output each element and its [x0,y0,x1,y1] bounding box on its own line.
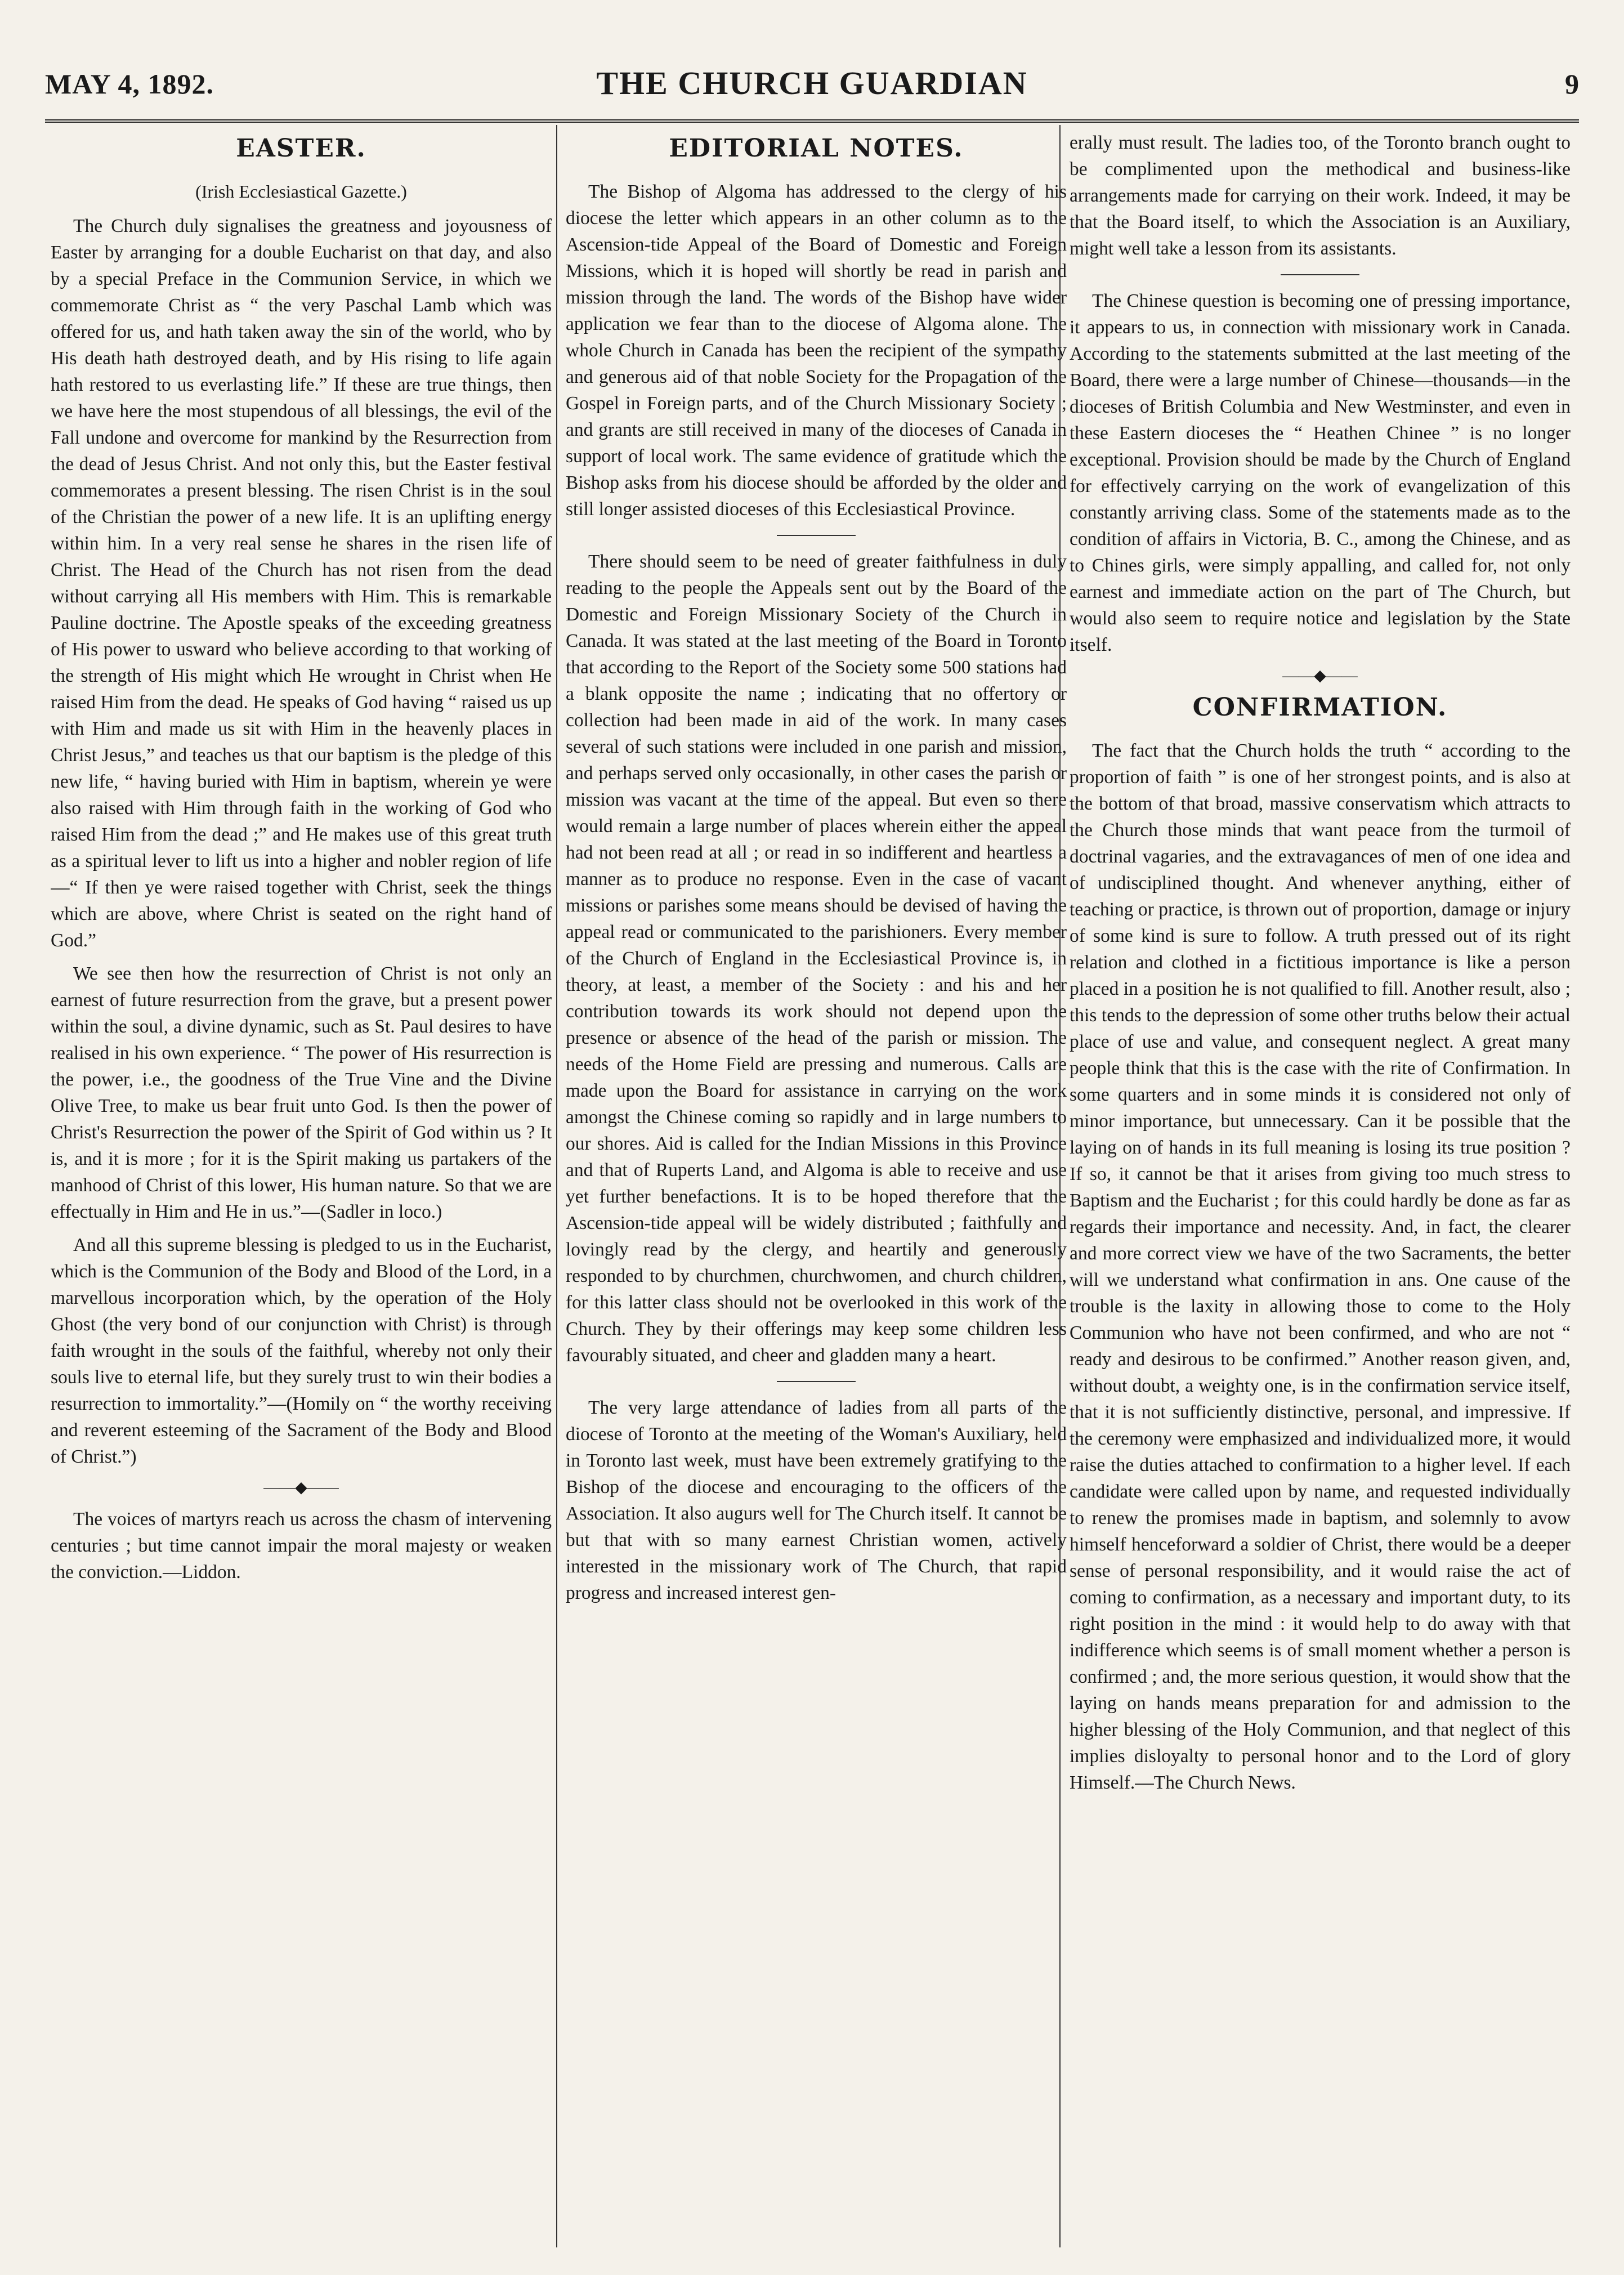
column-three [1070,129,1571,2246]
section-divider [1281,274,1359,275]
article-source: (Irish Ecclesiastical Gazette.) [195,181,407,202]
paragraph: We see then how the resurrection of Christ is not only an earnest of future resurrection from the grave, but a present power within the soul, a divine dynamic, such as St. Paul desires to have realised in his own experience. “ The power of His resurrection is the power, i.e., the goodness of the True Vine and the Divine Olive Tree, to make us bear fruit unto God. Is then the power of Christ's Resurrection the power of the Spirit of God within us ? It is, and it is more ; for it is the Spirit making us partakers of the manhood of Christ of this lower, His human nature. So that we are effectually in Him and He in us.”—(Sadler in loco.) [51,963,552,1222]
column-editorial [566,129,1067,2246]
article-title-easter: EASTER. [236,134,366,163]
newspaper-title: THE CHURCH GUARDIAN [596,65,1028,101]
issue-date: MAY 4, 1892. [45,68,214,100]
section-divider [777,535,856,536]
paragraph: And all this supreme blessing is pledged to us in the Eucharist, which is the Communion of the Body and Blood of the Lord, in a marvellous incorporation which, by the operation of the Holy Ghost (the very bond of our conjunction with Christ) is through faith wrought in the souls of the faithful, whereby not only their souls live to eternal life, but they surely trust to win their bodies a resurrection to immortality.”—(Homily on “ the worthy receiving and reverent esteeming of the Sacrament of the Body and Blood of Christ.”) [51,1235,552,1467]
page-number: 9 [1565,68,1579,100]
ornament-divider: ——◆—— [263,1479,339,1496]
article-title-confirmation: CONFIRMATION. [1192,693,1448,722]
paragraph: The fact that the Church holds the truth “ according to the proportion of faith ” is one of her strongest points, and is also at the bottom of that broad, massive conservatism which attracts to the Church those minds that want peace from the turmoil of doctrinal vagaries, and the extravagances of men of one idea and of undisciplined thought. And whenever anything, either of teaching or practice, is thrown out of proportion, damage or injury of some kind is sure to follow. A truth pressed out of its right relation and clothed in a fictitious importance is like a person placed in a position he is not qualified to fill. Another result, also ; this tends to the depression of some other truths below their actual place of use and value, and consequent neglect. A great many people think that this is the case with the rite of Confirmation. In some quarters and in some minds it is considered not only of minor importance, but unnecessary. Can it be possible that the laying on of hands in its full meaning is losing its true position ? If so, it cannot be that it arises from giving too much stress to Baptism and the Eucharist ; for this could hardly be done as far as regards their importance and necessity. And, in fact, the clearer and more correct view we have of the two Sacraments, the better will we understand what confirmation in ans. One cause of the trouble is the laxity in allowing those to come to the Holy Communion who have not been confirmed, and who are not “ ready and desirous to be confirmed.” Another reason given, and, without doubt, a weighty one, is in the confirmation service itself, that it is not sufficiently distinctive, personal, and impressive. If the ceremony were emphasized and individualized more, it would raise the duties attached to confirmation to a higher level. If each candidate were called upon by name, and requested individually to renew the promises made in baptism, and solemnly to avow himself henceforward a soldier of Christ, there would be a deeper sense of personal responsibility, and it would raise the act of coming to confirmation, as a necessary and important duty, to its right position in the mind : it would help to do away with that indifference which seems is of small moment whether a person is confirmed ; and, the more serious question, it would show that the laying on hands means preparation for and admission to the higher blessing of the Holy Communion, and that neglect of this implies disloyalty to personal honor and to the Lord of glory Himself.—The Church News. [1070,740,1571,1793]
paragraph: The voices of martyrs reach us across the chasm of intervening centuries ; but time cannot impair the moral majesty or weaken the conviction.—Liddon. [51,1509,552,1583]
paragraph: There should seem to be need of greater faithfulness in duly reading to the people the Appeals sent out by the Board of the Domestic and Foreign Missionary Society of the Church in Canada. It was stated at the last meeting of the Board in Toronto that according to the Report of the Society some 500 stations had a blank opposite the name ; indicating that no offertory or collection had been made in aid of the work. In many cases several of such stations were included in one parish and mission, and perhaps served only occasionally, in other cases the parish or mission was vacant at the time of the appeal. But even so there would remain a large number of places wherein either the appeal had not been read at all ; or read in so indifferent and heartless a manner as to produce no response. Even in the case of vacant missions or parishes some means should be devised of having the appeal read or communicated to the parishioners. Every member of the Church of England in the Ecclesiastical Province is, in theory, at least, a member of the Society : and his and her contribution towards its work should not depend upon the presence or absence of the head of the parish or mission. The needs of the Home Field are pressing and numerous. Calls are made upon the Board for assistance in carrying on the work amongst the Chinese coming so rapidly and in large numbers to our shores. Aid is called for the Indian Missions in this Province and that of Ruperts Land, and Algoma is able to receive and use yet further benefactions. It is to be hoped therefore that the Ascension-tide appeal will be widely distributed ; faithfully and lovingly read by the clergy, and heartily and generously responded to by churchmen, churchwomen, and church children, for this latter class should not be overlooked in this work of the Church. They by their offerings may keep some children less favourably situated, and cheer and gladden many a heart. [566,551,1067,1366]
column-easter [51,129,552,2246]
section-divider [777,1381,856,1382]
paragraph: The very large attendance of ladies from all parts of the diocese of Toronto at the meeting of the Woman's Auxiliary, held in Toronto last week, must have been extremely gratifying to the Bishop of the diocese and encouraging to the officers of the Association. It also augurs well for The Church itself. It cannot be but that with so many earnest Christian women, actively interested in the missionary work of The Church, that rapid progress and increased interest gen- [566,1397,1067,1603]
paragraph: The Church duly signalises the greatness and joyousness of Easter by arranging for a double Eucharist on that day, and also by a special Preface in the Communion Service, in which we commemorate Christ as “ the very Paschal Lamb which was offered for us, and hath taken away the sin of the world, who by His death hath destroyed death, and by His rising to life again hath restored to us everlasting life.” If these are true things, then we have here the most stupendous of all blessings, the evil of the Fall undone and overcome for mankind by the Resurrection from the dead of Jesus Christ. And not only this, but the Easter festival commemorates a present blessing. The risen Christ is in the soul of the Christian the power of a new life. It is an uplifting energy within him. In a very real sense he shares in the risen life of Christ. The Head of the Church has not risen from the dead without carrying all His members with Him. This is remarkable Pauline doctrine. The Apostle speaks of the exceeding greatness of His power to usward who believe according to that working of the strength of His might which He wrought in Christ when He raised Him from the dead. He speaks of God having “ raised us up with Him and made us sit with Him in the heavenly places in Christ Jesus,” and teaches us that our baptism is the pledge of this new life, “ having buried with Him in baptism, wherein ye were also raised with Him through faith in the working of God who raised Him from the dead ;” and He makes use of this great truth as a spiritual lever to lift us into a higher and nobler region of life—“ If then ye were raised together with Christ, seek the things which are above, where Christ is seated on the right hand of God.” [51,216,552,951]
article-title-editorial: EDITORIAL NOTES. [669,134,964,163]
header-rule [45,119,1579,123]
ornament-divider: ——◆—— [1282,667,1358,685]
paragraph: The Chinese question is becoming one of pressing importance, it appears to us, in connection with missionary work in Canada. According to the statements submitted at the last meeting of the Board, there were a large number of Chinese—thousands—in the dioceses of British Columbia and New Westminster, and even in these Eastern dioceses the “ Heathen Chinee ” is no longer exceptional. Provision should be made by the Church of England for effectively carrying on the work of evangelization of this constantly arriving class. Some of the statements made as to the condition of affairs in Victoria, B. C., among the Chinese, and as to Chines girls, were simply appalling, and called for, not only earnest and immediate action on the part of The Church, but would also seem to require notice and legislation by the State itself. [1070,290,1571,655]
paragraph: erally must result. The ladies too, of the Toronto branch ought to be complimented upon the methodical and business-like arrangements made for carrying on their work. Indeed, it may be that the Board itself, to which the Association is an Auxiliary, might well take a lesson from its assistants. [1070,132,1571,259]
masthead [45,56,1579,118]
column-divider [556,125,557,2247]
paragraph: The Bishop of Algoma has addressed to the clergy of his diocese the letter which appears in an other column as to the Ascension-tide Appeal of the Board of Domestic and Foreign Missions, which it is hoped will shortly be read in parish and mission through the land. The words of the Bishop have wider application we fear than to the diocese of Algoma alone. The whole Church in Canada has been the recipient of the sympathy and generous aid of that noble Society for the Propagation of the Gospel in Foreign parts, and of the Church Missionary Society ; and grants are still received in many of the dioceses of Canada in support of local work. The same evidence of gratitude which the Bishop asks from his diocese should be afforded by the older and still longer assisted dioceses of this Ecclesiastical Province. [566,181,1067,520]
